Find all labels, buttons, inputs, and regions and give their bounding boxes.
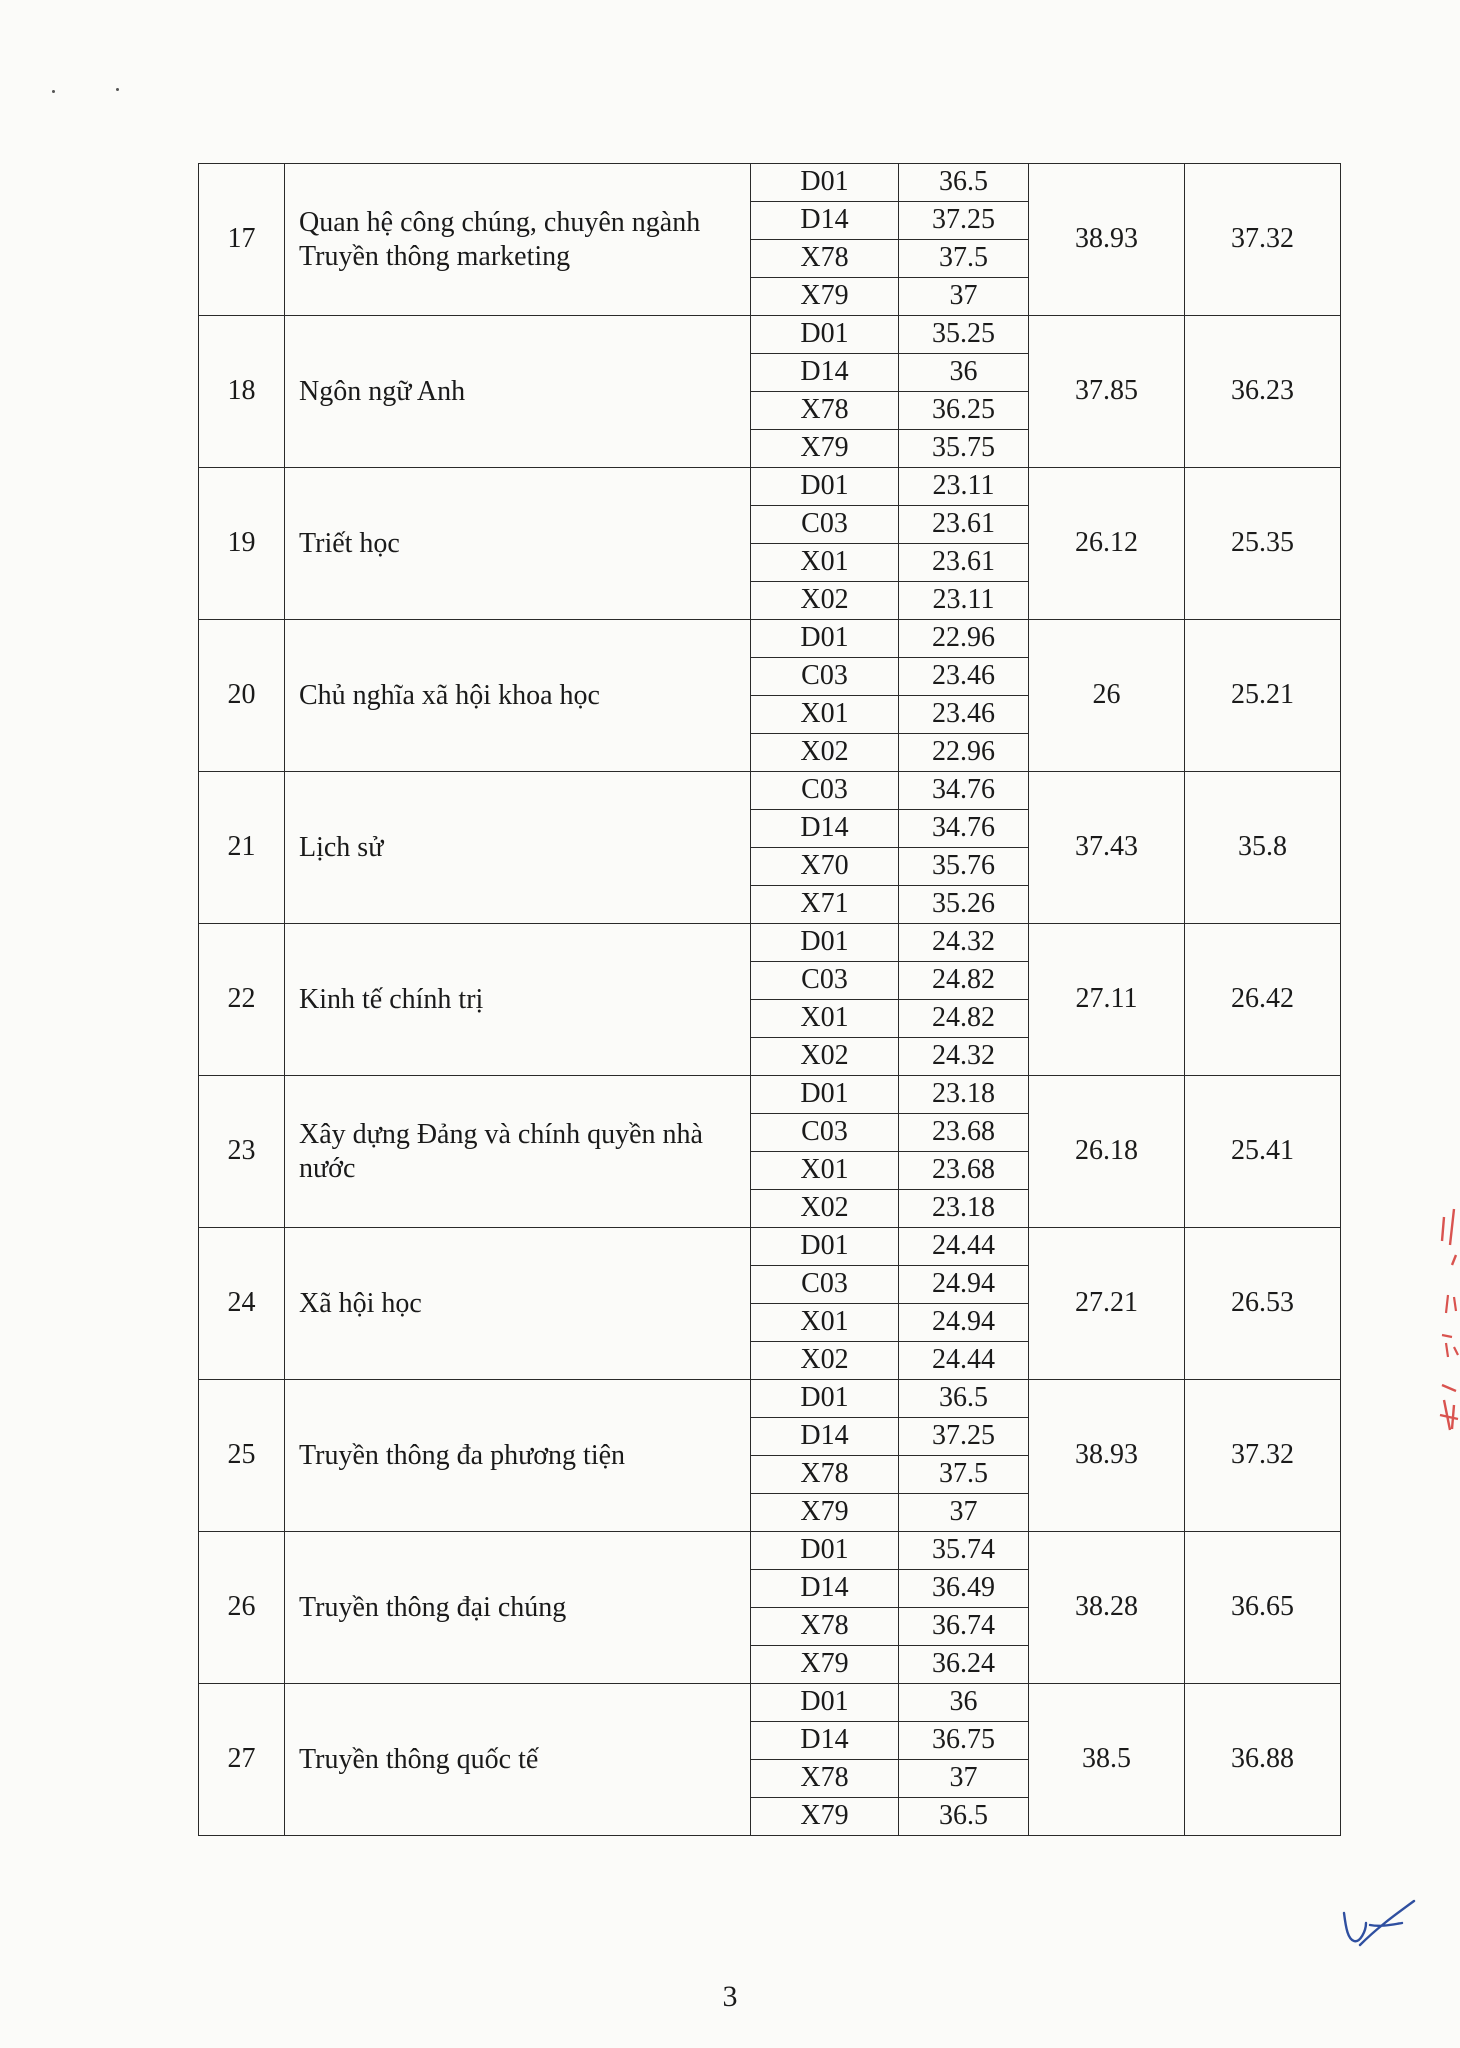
table-row (199, 772, 1341, 810)
subject-combo-cell: X02 (751, 1190, 899, 1228)
combo-score-cell: 37 (899, 1494, 1029, 1532)
row-number-cell: 25 (199, 1380, 285, 1532)
score-a-cell: 27.21 (1029, 1228, 1185, 1380)
score-b-cell: 25.35 (1185, 468, 1341, 620)
combo-score-cell: 24.94 (899, 1266, 1029, 1304)
subject-combo-cell: D14 (751, 1722, 899, 1760)
subject-combo-cell: D01 (751, 316, 899, 354)
combo-score-cell: 36.74 (899, 1608, 1029, 1646)
subject-combo-cell: X02 (751, 734, 899, 772)
combo-score-cell: 22.96 (899, 734, 1029, 772)
score-a-cell: 38.5 (1029, 1684, 1185, 1836)
combo-score-cell: 36.75 (899, 1722, 1029, 1760)
subject-combo-cell: X79 (751, 430, 899, 468)
program-name-cell: Lịch sử (285, 772, 751, 924)
row-number-cell: 27 (199, 1684, 285, 1836)
subject-combo-cell: X01 (751, 1152, 899, 1190)
subject-combo-cell: D01 (751, 1228, 899, 1266)
combo-score-cell: 35.74 (899, 1532, 1029, 1570)
subject-combo-cell: D14 (751, 1418, 899, 1456)
combo-score-cell: 36.5 (899, 1380, 1029, 1418)
combo-score-cell: 37.25 (899, 202, 1029, 240)
table-body (199, 164, 1341, 1836)
program-name-cell: Triết học (285, 468, 751, 620)
score-b-cell: 37.32 (1185, 164, 1341, 316)
table-row (199, 1684, 1341, 1722)
table-row (199, 316, 1341, 354)
table-row (199, 1380, 1341, 1418)
subject-combo-cell: D14 (751, 202, 899, 240)
program-name-cell: Kinh tế chính trị (285, 924, 751, 1076)
score-b-cell: 36.23 (1185, 316, 1341, 468)
subject-combo-cell: X01 (751, 544, 899, 582)
score-b-cell: 26.42 (1185, 924, 1341, 1076)
combo-score-cell: 34.76 (899, 810, 1029, 848)
program-name-cell: Truyền thông đa phương tiện (285, 1380, 751, 1532)
subject-combo-cell: C03 (751, 1266, 899, 1304)
subject-combo-cell: X02 (751, 1342, 899, 1380)
program-name-cell: Xã hội học (285, 1228, 751, 1380)
subject-combo-cell: D14 (751, 354, 899, 392)
subject-combo-cell: C03 (751, 772, 899, 810)
row-number-cell: 17 (199, 164, 285, 316)
subject-combo-cell: X79 (751, 278, 899, 316)
subject-combo-cell: X78 (751, 1760, 899, 1798)
combo-score-cell: 37.5 (899, 1456, 1029, 1494)
row-number-cell: 18 (199, 316, 285, 468)
page-number: 3 (722, 1980, 738, 2013)
combo-score-cell: 35.76 (899, 848, 1029, 886)
combo-score-cell: 36.49 (899, 1570, 1029, 1608)
table-row (199, 620, 1341, 658)
score-a-cell: 37.85 (1029, 316, 1185, 468)
combo-score-cell: 23.61 (899, 506, 1029, 544)
combo-score-cell: 22.96 (899, 620, 1029, 658)
combo-score-cell: 23.18 (899, 1190, 1029, 1228)
score-a-cell: 26 (1029, 620, 1185, 772)
subject-combo-cell: X78 (751, 1456, 899, 1494)
subject-combo-cell: X78 (751, 1608, 899, 1646)
combo-score-cell: 23.68 (899, 1152, 1029, 1190)
subject-combo-cell: X78 (751, 392, 899, 430)
combo-score-cell: 24.32 (899, 1038, 1029, 1076)
score-a-cell: 26.18 (1029, 1076, 1185, 1228)
combo-score-cell: 23.61 (899, 544, 1029, 582)
table-row (199, 924, 1341, 962)
combo-score-cell: 24.94 (899, 1304, 1029, 1342)
combo-score-cell: 36.5 (899, 1798, 1029, 1836)
combo-score-cell: 23.11 (899, 582, 1029, 620)
subject-combo-cell: X70 (751, 848, 899, 886)
combo-score-cell: 37.5 (899, 240, 1029, 278)
combo-score-cell: 24.82 (899, 1000, 1029, 1038)
program-name-cell: Quan hệ công chúng, chuyên ngành Truyền thông marketing (285, 164, 751, 316)
score-b-cell: 35.8 (1185, 772, 1341, 924)
combo-score-cell: 35.26 (899, 886, 1029, 924)
admission-score-table (198, 163, 1341, 1836)
score-a-cell: 37.43 (1029, 772, 1185, 924)
subject-combo-cell: C03 (751, 506, 899, 544)
table-row (199, 1228, 1341, 1266)
combo-score-cell: 23.68 (899, 1114, 1029, 1152)
table-row (199, 164, 1341, 202)
subject-combo-cell: X01 (751, 1304, 899, 1342)
row-number-cell: 19 (199, 468, 285, 620)
combo-score-cell: 24.32 (899, 924, 1029, 962)
combo-score-cell: 34.76 (899, 772, 1029, 810)
table-row (199, 1532, 1341, 1570)
handwritten-signature (1340, 1895, 1420, 1955)
subject-combo-cell: X79 (751, 1494, 899, 1532)
program-name-cell: Truyền thông đại chúng (285, 1532, 751, 1684)
combo-score-cell: 23.46 (899, 658, 1029, 696)
program-name-cell: Truyền thông quốc tế (285, 1684, 751, 1836)
score-b-cell: 26.53 (1185, 1228, 1341, 1380)
subject-combo-cell: D14 (751, 810, 899, 848)
program-name-cell: Xây dựng Đảng và chính quyền nhà nước (285, 1076, 751, 1228)
subject-combo-cell: D01 (751, 1684, 899, 1722)
combo-score-cell: 37 (899, 1760, 1029, 1798)
subject-combo-cell: D01 (751, 1076, 899, 1114)
subject-combo-cell: X79 (751, 1646, 899, 1684)
score-b-cell: 37.32 (1185, 1380, 1341, 1532)
subject-combo-cell: X02 (751, 1038, 899, 1076)
combo-score-cell: 37 (899, 278, 1029, 316)
score-a-cell: 38.28 (1029, 1532, 1185, 1684)
subject-combo-cell: C03 (751, 658, 899, 696)
subject-combo-cell: D14 (751, 1570, 899, 1608)
combo-score-cell: 23.11 (899, 468, 1029, 506)
combo-score-cell: 23.18 (899, 1076, 1029, 1114)
table-row (199, 468, 1341, 506)
score-a-cell: 26.12 (1029, 468, 1185, 620)
subject-combo-cell: C03 (751, 962, 899, 1000)
combo-score-cell: 24.44 (899, 1228, 1029, 1266)
subject-combo-cell: X02 (751, 582, 899, 620)
combo-score-cell: 36 (899, 1684, 1029, 1722)
subject-combo-cell: X01 (751, 1000, 899, 1038)
combo-score-cell: 24.44 (899, 1342, 1029, 1380)
subject-combo-cell: D01 (751, 468, 899, 506)
program-name-cell: Chủ nghĩa xã hội khoa học (285, 620, 751, 772)
row-number-cell: 26 (199, 1532, 285, 1684)
combo-score-cell: 23.46 (899, 696, 1029, 734)
scan-speck (116, 88, 119, 91)
row-number-cell: 20 (199, 620, 285, 772)
subject-combo-cell: D01 (751, 1380, 899, 1418)
row-number-cell: 21 (199, 772, 285, 924)
row-number-cell: 24 (199, 1228, 285, 1380)
combo-score-cell: 35.25 (899, 316, 1029, 354)
score-b-cell: 25.21 (1185, 620, 1341, 772)
subject-combo-cell: C03 (751, 1114, 899, 1152)
score-a-cell: 38.93 (1029, 164, 1185, 316)
row-number-cell: 23 (199, 1076, 285, 1228)
subject-combo-cell: D01 (751, 1532, 899, 1570)
subject-combo-cell: D01 (751, 924, 899, 962)
combo-score-cell: 35.75 (899, 430, 1029, 468)
subject-combo-cell: X79 (751, 1798, 899, 1836)
subject-combo-cell: D01 (751, 620, 899, 658)
table-row (199, 1076, 1341, 1114)
combo-score-cell: 36.5 (899, 164, 1029, 202)
combo-score-cell: 36.24 (899, 1646, 1029, 1684)
score-a-cell: 38.93 (1029, 1380, 1185, 1532)
score-a-cell: 27.11 (1029, 924, 1185, 1076)
combo-score-cell: 37.25 (899, 1418, 1029, 1456)
score-b-cell: 36.65 (1185, 1532, 1341, 1684)
red-stamp-fragment (1436, 1205, 1460, 1435)
program-name-cell: Ngôn ngữ Anh (285, 316, 751, 468)
combo-score-cell: 24.82 (899, 962, 1029, 1000)
subject-combo-cell: D01 (751, 164, 899, 202)
scan-speck (52, 90, 55, 93)
combo-score-cell: 36 (899, 354, 1029, 392)
combo-score-cell: 36.25 (899, 392, 1029, 430)
subject-combo-cell: X71 (751, 886, 899, 924)
row-number-cell: 22 (199, 924, 285, 1076)
score-b-cell: 25.41 (1185, 1076, 1341, 1228)
subject-combo-cell: X78 (751, 240, 899, 278)
score-b-cell: 36.88 (1185, 1684, 1341, 1836)
subject-combo-cell: X01 (751, 696, 899, 734)
